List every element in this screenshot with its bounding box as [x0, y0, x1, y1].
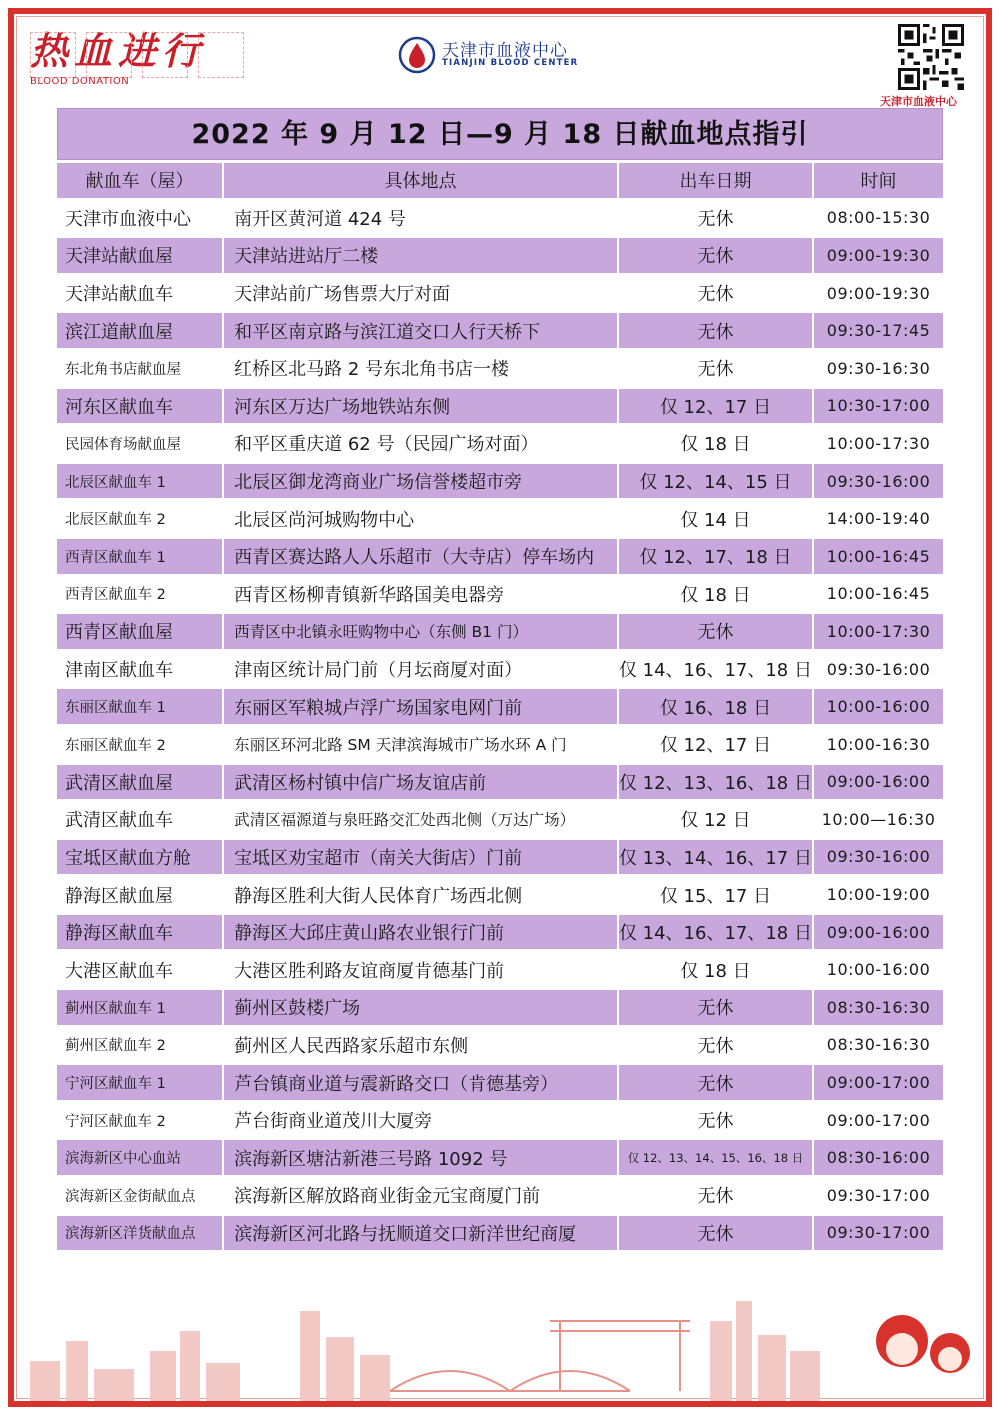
address-cell: 东丽区环河北路 SM 天津滨海城市广场水环 A 门	[224, 727, 617, 762]
location-name-cell: 北辰区献血车 1	[57, 464, 222, 499]
table-row	[57, 238, 943, 273]
service-hours-cell: 10:00-19:00	[814, 877, 943, 912]
city-skyline-illustration	[30, 1291, 970, 1401]
service-hours-cell: 10:00—16:30	[814, 802, 943, 837]
location-name-cell: 民园体育场献血屋	[57, 426, 222, 461]
address-cell: 武清区福源道与泉旺路交汇处西北侧（万达广场）	[224, 802, 617, 837]
table-row	[57, 802, 943, 837]
address-cell: 天津站前广场售票大厅对面	[224, 276, 617, 311]
table-row	[57, 1216, 943, 1251]
address-cell: 滨海新区塘沽新港三号路 1092 号	[224, 1140, 617, 1175]
service-hours-cell: 08:00-15:30	[814, 201, 943, 236]
address-cell: 滨海新区解放路商业街金元宝商厦门前	[224, 1178, 617, 1213]
table-row	[57, 276, 943, 311]
location-name-cell: 宝坻区献血方舱	[57, 840, 222, 875]
address-cell: 和平区重庆道 62 号（民园广场对面）	[224, 426, 617, 461]
table-row	[57, 689, 943, 724]
address-cell: 静海区胜利大街人民体育广场西北侧	[224, 877, 617, 912]
service-hours-cell: 10:00-16:45	[814, 577, 943, 612]
table-row	[57, 1028, 943, 1063]
service-days-cell: 仅 12、17 日	[619, 727, 812, 762]
service-hours-cell: 09:00-16:00	[814, 915, 943, 950]
table-row	[57, 464, 943, 499]
table-row	[57, 313, 943, 348]
table-row	[57, 577, 943, 612]
address-cell: 津南区统计局门前（月坛商厦对面）	[224, 652, 617, 687]
location-name-cell: 武清区献血屋	[57, 765, 222, 800]
address-cell: 宝坻区劝宝超市（南关大街店）门前	[224, 840, 617, 875]
location-name-cell: 蓟州区献血车 1	[57, 990, 222, 1025]
address-cell: 蓟州区人民西路家乐超市东侧	[224, 1028, 617, 1063]
service-hours-cell: 09:00-19:30	[814, 238, 943, 273]
service-days-cell: 仅 14 日	[619, 501, 812, 536]
qr-caption: 天津市血液中心	[880, 95, 957, 108]
address-cell: 西青区杨柳青镇新华路国美电器旁	[224, 577, 617, 612]
service-days-cell: 仅 14、16、17、18 日	[619, 652, 812, 687]
location-name-cell: 天津市血液中心	[57, 201, 222, 236]
service-days-cell: 仅 14、16、17、18 日	[619, 915, 812, 950]
table-row	[57, 426, 943, 461]
address-cell: 河东区万达广场地铁站东侧	[224, 389, 617, 424]
service-hours-cell: 10:00-17:30	[814, 614, 943, 649]
location-name-cell: 宁河区献血车 2	[57, 1103, 222, 1138]
address-cell: 芦台街商业道茂川大厦旁	[224, 1103, 617, 1138]
table-row	[57, 990, 943, 1025]
address-cell: 东丽区军粮城卢浮广场国家电网门前	[224, 689, 617, 724]
service-hours-cell: 09:00-19:30	[814, 276, 943, 311]
service-days-cell: 无休	[619, 351, 812, 386]
slogan-logo	[30, 26, 245, 92]
location-name-cell: 天津站献血车	[57, 276, 222, 311]
location-name-cell: 河东区献血车	[57, 389, 222, 424]
service-days-cell: 无休	[619, 1028, 812, 1063]
service-days-cell: 仅 13、14、16、17 日	[619, 840, 812, 875]
slogan-text: 热血进行	[30, 28, 207, 73]
location-name-cell: 津南区献血车	[57, 652, 222, 687]
table-row	[57, 1103, 943, 1138]
service-days-cell: 仅 12、13、16、18 日	[619, 765, 812, 800]
org-name: 天津市血液中心	[442, 41, 568, 61]
service-hours-cell: 09:00-17:00	[814, 1065, 943, 1100]
service-days-cell: 无休	[619, 1065, 812, 1100]
table-row	[57, 1140, 943, 1175]
address-cell: 大港区胜利路友谊商厦肯德基门前	[224, 952, 617, 987]
service-days-cell: 仅 15、17 日	[619, 877, 812, 912]
table-row	[57, 1065, 943, 1100]
service-days-cell: 仅 18 日	[619, 426, 812, 461]
slogan-english: BLOOD DONATION	[30, 76, 130, 87]
table-row	[57, 351, 943, 386]
address-cell: 天津站进站厅二楼	[224, 238, 617, 273]
column-header: 献血车（屋）	[57, 163, 222, 198]
address-cell: 北辰区尚河城购物中心	[224, 501, 617, 536]
service-days-cell: 仅 18 日	[619, 952, 812, 987]
column-header: 出车日期	[619, 163, 812, 198]
location-name-cell: 静海区献血车	[57, 915, 222, 950]
service-days-cell: 无休	[619, 614, 812, 649]
service-hours-cell: 09:30-17:00	[814, 1178, 943, 1213]
location-name-cell: 大港区献血车	[57, 952, 222, 987]
service-days-cell: 无休	[619, 990, 812, 1025]
service-days-cell: 无休	[619, 201, 812, 236]
table-row	[57, 539, 943, 574]
blood-drop-icon	[398, 36, 436, 74]
address-cell: 芦台镇商业道与震新路交口（肯德基旁）	[224, 1065, 617, 1100]
service-days-cell: 无休	[619, 238, 812, 273]
org-name-english: TIANJIN BLOOD CENTER	[442, 58, 579, 68]
address-cell: 南开区黄河道 424 号	[224, 201, 617, 236]
location-name-cell: 东北角书店献血屋	[57, 351, 222, 386]
table-row	[57, 765, 943, 800]
table-row	[57, 652, 943, 687]
service-days-cell: 无休	[619, 1178, 812, 1213]
service-days-cell: 仅 12、17、18 日	[619, 539, 812, 574]
service-days-cell: 仅 12、14、15 日	[619, 464, 812, 499]
schedule-table	[55, 160, 945, 1253]
service-days-cell: 仅 18 日	[619, 577, 812, 612]
service-hours-cell: 09:30-16:00	[814, 652, 943, 687]
location-name-cell: 天津站献血屋	[57, 238, 222, 273]
address-cell: 蓟州区鼓楼广场	[224, 990, 617, 1025]
qr-code-icon	[898, 24, 964, 90]
service-hours-cell: 09:00-16:00	[814, 765, 943, 800]
service-days-cell: 仅 12、13、14、15、16、18 日	[619, 1140, 812, 1175]
service-days-cell: 无休	[619, 313, 812, 348]
service-hours-cell: 10:00-16:30	[814, 727, 943, 762]
service-hours-cell: 09:30-16:30	[814, 351, 943, 386]
table-row	[57, 840, 943, 875]
service-days-cell: 仅 16、18 日	[619, 689, 812, 724]
location-name-cell: 武清区献血车	[57, 802, 222, 837]
column-header: 时间	[814, 163, 943, 198]
location-name-cell: 宁河区献血车 1	[57, 1065, 222, 1100]
table-row	[57, 877, 943, 912]
service-days-cell: 无休	[619, 276, 812, 311]
address-cell: 滨海新区河北路与抚顺道交口新洋世纪商厦	[224, 1216, 617, 1251]
location-name-cell: 静海区献血屋	[57, 877, 222, 912]
service-hours-cell: 09:30-17:45	[814, 313, 943, 348]
column-header: 具体地点	[224, 163, 617, 198]
table-title: 2022 年 9 月 12 日—9 月 18 日献血地点指引	[57, 108, 943, 160]
address-cell: 静海区大邱庄黄山路农业银行门前	[224, 915, 617, 950]
address-cell: 武清区杨村镇中信广场友谊店前	[224, 765, 617, 800]
address-cell: 红桥区北马路 2 号东北角书店一楼	[224, 351, 617, 386]
location-name-cell: 西青区献血车 2	[57, 577, 222, 612]
location-name-cell: 北辰区献血车 2	[57, 501, 222, 536]
address-cell: 北辰区御龙湾商业广场信誉楼超市旁	[224, 464, 617, 499]
table-row	[57, 952, 943, 987]
table-row	[57, 1178, 943, 1213]
location-name-cell: 滨海新区中心血站	[57, 1140, 222, 1175]
location-name-cell: 滨海新区金街献血点	[57, 1178, 222, 1213]
service-days-cell: 无休	[619, 1216, 812, 1251]
table-row	[57, 201, 943, 236]
service-hours-cell: 10:00-16:00	[814, 952, 943, 987]
table-row	[57, 389, 943, 424]
service-hours-cell: 10:00-16:00	[814, 689, 943, 724]
service-hours-cell: 08:30-16:30	[814, 990, 943, 1025]
service-hours-cell: 10:30-17:00	[814, 389, 943, 424]
table-header-row	[57, 163, 943, 198]
service-days-cell: 仅 12、17 日	[619, 389, 812, 424]
address-cell: 西青区中北镇永旺购物中心（东侧 B1 门）	[224, 614, 617, 649]
table-row	[57, 614, 943, 649]
service-hours-cell: 09:30-16:00	[814, 840, 943, 875]
service-hours-cell: 10:00-17:30	[814, 426, 943, 461]
location-name-cell: 滨江道献血屋	[57, 313, 222, 348]
location-name-cell: 西青区献血车 1	[57, 539, 222, 574]
service-hours-cell: 10:00-16:45	[814, 539, 943, 574]
location-name-cell: 东丽区献血车 1	[57, 689, 222, 724]
service-hours-cell: 09:00-17:00	[814, 1103, 943, 1138]
table-row	[57, 915, 943, 950]
location-name-cell: 蓟州区献血车 2	[57, 1028, 222, 1063]
service-hours-cell: 09:30-16:00	[814, 464, 943, 499]
service-days-cell: 无休	[619, 1103, 812, 1138]
address-cell: 西青区赛达路人人乐超市（大寺店）停车场内	[224, 539, 617, 574]
location-name-cell: 东丽区献血车 2	[57, 727, 222, 762]
service-hours-cell: 14:00-19:40	[814, 501, 943, 536]
service-days-cell: 仅 12 日	[619, 802, 812, 837]
donation-table	[57, 108, 943, 1253]
service-hours-cell: 08:30-16:30	[814, 1028, 943, 1063]
table-row	[57, 727, 943, 762]
service-hours-cell: 08:30-16:00	[814, 1140, 943, 1175]
location-name-cell: 西青区献血屋	[57, 614, 222, 649]
service-hours-cell: 09:30-17:00	[814, 1216, 943, 1251]
table-row	[57, 501, 943, 536]
address-cell: 和平区南京路与滨江道交口人行天桥下	[224, 313, 617, 348]
location-name-cell: 滨海新区洋货献血点	[57, 1216, 222, 1251]
